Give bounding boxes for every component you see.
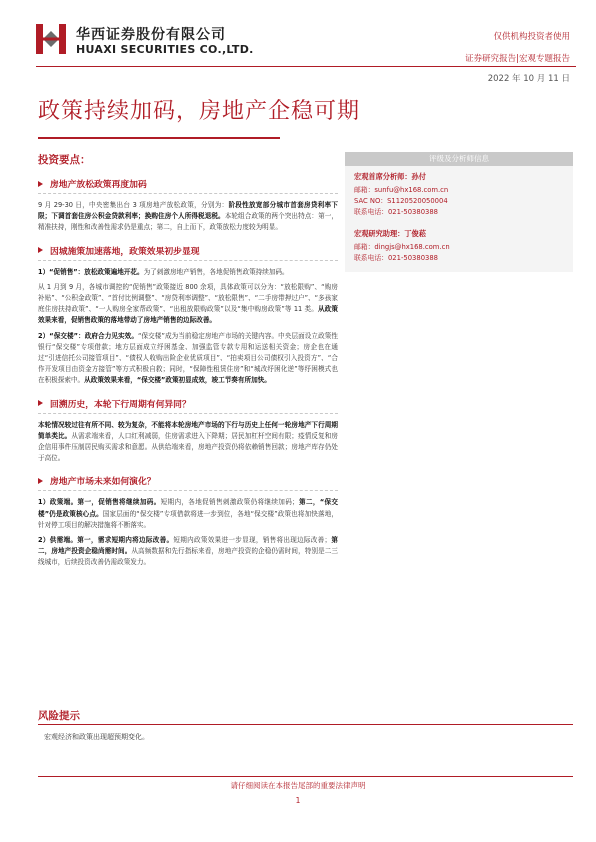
- risk-heading: 风险提示: [38, 710, 80, 722]
- bold-text: 从政策效果来看，促销售政策的落地带动了房地产销售的边际改善。: [38, 305, 339, 325]
- bullet-heading: [38, 244, 338, 261]
- footer-divider: [38, 776, 573, 777]
- bold-text: 第二，房地产投资企稳尚需时间。: [38, 536, 339, 556]
- triangle-bullet-icon: [38, 181, 43, 187]
- body-text: 9 月 29-30 日，中央密集出台 3 项房地产放松政策，分别为：: [38, 201, 229, 209]
- body-text: 国家层面的“保交楼”专项借款将进一步到位，各地“保交楼”政策也将加快落地，针对停工项目的解决措施将不断落实。: [38, 509, 338, 529]
- bold-text: 第二，“保交楼”仍是政策核心点。: [38, 498, 338, 518]
- bullet-heading-text: 因城施策加速落地，政策效果初步显现: [50, 246, 200, 257]
- report-date: 2022 年 10 月 11 日: [487, 74, 570, 84]
- risk-text: 宏观经济和政策出现超预期变化。: [44, 733, 149, 741]
- bullet-heading-text: 房地产放松政策再度加码: [50, 180, 147, 190]
- report-category: 证券研究报告|宏观专题报告: [465, 54, 570, 64]
- body-paragraph: [38, 282, 338, 327]
- body-text: 从高频数据和先行指标来看，房地产投资的企稳仍需时间，特别是二三线城市，后续投资改善仍需政策发力。: [38, 547, 339, 567]
- body-paragraph: [38, 200, 338, 234]
- body-paragraph: [38, 497, 338, 531]
- triangle-bullet-icon: [38, 478, 43, 484]
- bold-text: 2）供需端。第一，需求短期内将边际改善。: [38, 536, 174, 545]
- body-text: 为了刺激房地产销售，各地促销售政策持续加码。: [143, 267, 289, 276]
- bullet-heading-text: 房地产市场未来如何演化？: [50, 477, 156, 488]
- body-text: 从 1 月到 9 月，各城市调控的“促销售”政策接近 800 余项，具体政策可以分为：“放松限购”、“购房补贴”、“公积金政策”、“首付比例调整”、“房贷利率调整”、“放松限售”、“二手房带押过户”、“多孩家庭住房扶持政策”、“一人购房全家帮政策”、“出租放限购政策”以及“集中购房政策”等 11 类。: [38, 282, 338, 314]
- body-paragraph: [38, 267, 338, 278]
- body-text: 从需求端来看，人口红利减弱，住房需求进入下降期；居民加杠杆空间有限；疫情反复和房企信用事件压制居民购买需求和意愿。从供给端来看，房地产投资仍将依赖销售回款；房地产库存仍处于高位。: [38, 431, 339, 463]
- bold-text: 阶段性放宽部分城市首套房贷利率下限；下调首套住房公积金贷款利率；换购住房个人所得税退税。: [38, 201, 339, 221]
- company-name-en: HUAXI SECURITIES CO.,LTD.: [76, 43, 254, 56]
- company-name-cn: 华西证券股份有限公司: [76, 27, 226, 43]
- bullet-heading-text: 回溯历史，本轮下行周期有何异同？: [50, 399, 191, 410]
- body-text: 本轮组合政策的两个突出特点：第一，精准扶持，刚性和改善性需求仍是重点；第二，自上而下，政策放松力度较为明显。: [38, 212, 339, 232]
- body-paragraph: [38, 535, 338, 569]
- header-divider: [36, 66, 576, 67]
- body-text: 短期内，各地促销售刺激政策仍将继续加码；: [160, 498, 299, 507]
- bold-text: 从政策效果来看，“保交楼”政策初显成效，竣工节奏有所加快。: [84, 376, 271, 385]
- legal-notice: 请仔细阅读在本报告尾部的重要法律声明: [230, 781, 366, 790]
- body-text: 短期内政策效果进一步显现，销售将出现边际改善；: [173, 536, 332, 545]
- bullet-heading: [38, 177, 338, 194]
- triangle-bullet-icon: [38, 247, 43, 253]
- bold-text: 本轮情况较过往有所不同、较为复杂，不能将本轮房地产市场的下行与历史上任何一轮房地产下行周期简单类比。: [38, 420, 338, 440]
- bullet-heading: [38, 397, 338, 414]
- report-title: 政策持续加码，房地产企稳可期: [38, 99, 361, 124]
- analyst-email[interactable]: 邮箱：dingjs@hx168.com.cn: [354, 243, 450, 251]
- analyst-name: 宏观首席分析师：孙付: [354, 172, 426, 181]
- body-paragraph: [38, 420, 338, 465]
- bold-text: 1）“促销售”：放松政策遍地开花。: [38, 267, 144, 276]
- huaxi-logo-icon: [36, 22, 66, 56]
- risk-divider: [38, 724, 573, 725]
- analyst-phone: 联系电话：021-50380388: [354, 208, 439, 216]
- main-content: [38, 152, 338, 573]
- title-underline: [38, 137, 280, 139]
- triangle-bullet-icon: [38, 400, 43, 406]
- page-number: 1: [295, 796, 301, 805]
- body-paragraph: [38, 331, 338, 387]
- bullet-heading: [38, 474, 338, 491]
- section-heading: 投资要点：: [38, 154, 91, 166]
- analyst-phone: 联系电话：021-50380388: [354, 254, 439, 262]
- bold-text: 2）“保交楼”：政府合力见实效。: [38, 331, 139, 340]
- analyst-sac-no: SAC NO：S1120520050004: [354, 197, 448, 205]
- analyst-email[interactable]: 邮箱：sunfu@hx168.com.cn: [354, 186, 449, 194]
- bold-text: 1）政策端。第一，促销售将继续加码。: [38, 498, 161, 507]
- usage-note: 仅供机构投资者使用: [493, 32, 570, 42]
- analyst-info-heading: 评级及分析师信息: [345, 152, 573, 166]
- body-text: “保交楼”成为当前稳定房地产市场的关键内容。中央层面设立政策性银行“保交楼”专项借款；地方层面成立纾困基金、加强监管专款专用和运送相关资金；房企也在通过“引进信托公司接管项目”、“债权人收购出险企业优质项目”、“拍卖项目公司债权引入投资方”、“合作开发项目由资金方接管”等方式积极自救；同时，“保障性租赁住房”和“城改纾困化逆”等纾困模式也在积极探索中。: [38, 331, 338, 385]
- bullet-list: [38, 177, 338, 569]
- analyst-name: 宏观研究助理：丁俊菘: [354, 229, 426, 238]
